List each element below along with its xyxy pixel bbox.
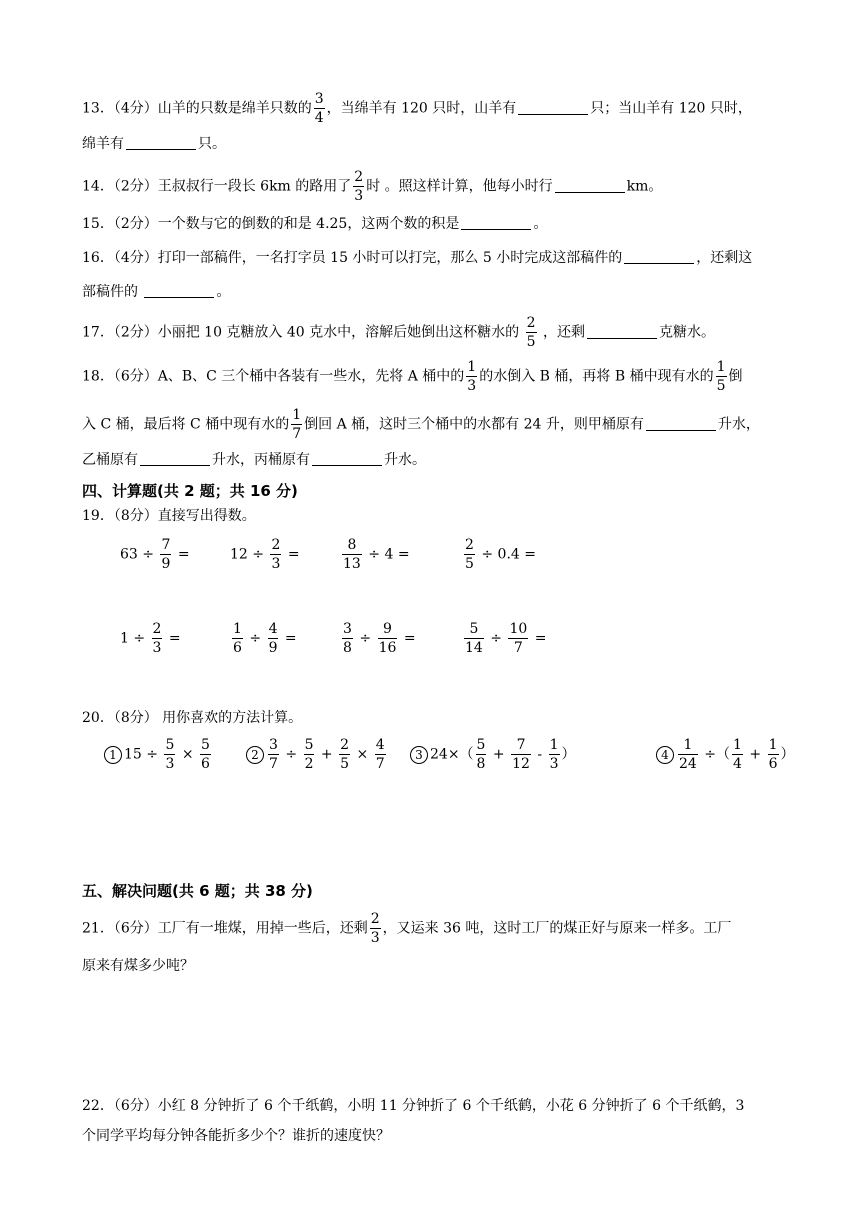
expression-19-7: $\frac{3}{8}$ ÷ $\frac{9}{16}$ = — [343, 621, 416, 656]
question-13-line2 — [82, 134, 226, 154]
q15-text: 15．（2分）一个数与它的倒数的和是 4.25，这两个数的积是 — [82, 216, 460, 232]
answer-blank[interactable] — [646, 416, 716, 431]
circled-number: 4 — [656, 746, 674, 764]
question-22-line1: 22．（6分）小红 8 分钟折了 6 个千纸鹤，小明 11 分钟折了 6 个千纸鹤，小花 6 分钟折了 6 个千纸鹤，3 — [82, 1098, 745, 1114]
answer-blank[interactable] — [140, 451, 210, 466]
fraction: $\frac{1}{3}$ — [467, 359, 477, 394]
q14-text-mid: 时 。照这样计算，他每小时行 — [366, 178, 553, 195]
question-13-line1 — [82, 92, 752, 125]
question-15 — [82, 214, 547, 234]
answer-blank[interactable] — [312, 451, 382, 466]
expression-20-3: 3 24×（ $\frac{5}{8}$ + $\frac{7}{12}$ - $\frac{1}{3}$ ） — [410, 738, 576, 771]
question-18-line1 — [82, 360, 743, 393]
question-21-line2: 原来有煤多少吨？ — [82, 958, 194, 974]
answer-blank[interactable] — [518, 100, 588, 115]
q16-text: 16．（4分）打印一部稿件，一名打字员 15 小时可以打完，那么 5 小时完成这部稿件的 — [82, 250, 623, 266]
answer-blank[interactable] — [624, 249, 694, 264]
q13-line2-end: 只。 — [198, 136, 226, 152]
answer-blank[interactable] — [461, 215, 531, 230]
answer-blank[interactable] — [587, 324, 657, 339]
question-22-line2: 个同学平均每分钟各能折多少个？谁折的速度快？ — [82, 1128, 390, 1144]
q18-text-i: 升水。 — [384, 452, 426, 468]
question-16-line1 — [82, 248, 752, 268]
expression-19-6: $\frac{1}{6}$ ÷ $\frac{4}{9}$ = — [233, 621, 297, 656]
q18-text-g: 乙桶原有 — [82, 452, 138, 468]
question-20-title: 20．（8分） 用你喜欢的方法计算。 — [82, 710, 303, 726]
q15-end: 。 — [533, 216, 548, 232]
question-21-line1 — [82, 912, 731, 945]
expression-20-2: 2 $\frac{3}{7}$ ÷ $\frac{5}{2}$ + $\frac{2}{5}$ × $\frac{4}{7}$ — [246, 738, 388, 771]
expression-19-1: 63 ÷ $\frac{7}{9}$ = — [120, 537, 190, 572]
q21-text: 21．（6分）工厂有一堆煤，用掉一些后，还剩 — [82, 920, 368, 937]
q21-text-b: ，又运来 36 吨，这时工厂的煤正好与原来一样多。工厂 — [382, 920, 732, 937]
circled-number: 3 — [410, 746, 428, 764]
q16-text-end: ，还剩这 — [696, 250, 753, 266]
fraction: $\frac{2}{3}$ — [370, 911, 380, 946]
q18-text-b: 的水倒入 B 桶，再将 B 桶中现有水的 — [479, 368, 714, 385]
question-14 — [82, 170, 662, 203]
expression-19-4: $\frac{2}{5}$ ÷ 0.4 = — [465, 537, 536, 572]
question-17 — [82, 316, 715, 349]
expression-19-3: $\frac{8}{13}$ ÷ 4 = — [343, 537, 410, 572]
answer-blank[interactable] — [144, 283, 214, 298]
q18-text-f: 升水， — [717, 416, 760, 433]
q17-text-mid: ，还剩 — [542, 324, 585, 341]
q18-text-d: 入 C 桶，最后将 C 桶中现有水的 — [82, 416, 290, 433]
fraction: $\frac{2}{5}$ — [526, 315, 536, 350]
section-heading-4: 四、计算题(共 2 题；共 16 分) — [82, 482, 298, 500]
q16-line2-end: 。 — [216, 284, 231, 300]
q18-text-h: 升水，丙桶原有 — [212, 452, 310, 468]
q18-text: 18．（6分）A、B、C 三个桶中各装有一些水，先将 A 桶中的 — [82, 368, 465, 385]
question-18-line2 — [82, 408, 760, 441]
fraction: $\frac{3}{4}$ — [314, 91, 324, 126]
q13-line2-text: 绵羊有 — [82, 136, 124, 152]
q13-text-mid2: 只；当山羊有 120 只时， — [590, 100, 752, 117]
expression-20-4: 4 $\frac{1}{24}$ ÷（ $\frac{1}{4}$ + $\frac{1}{6}$ ） — [656, 738, 795, 771]
q17-text-end: 克糖水。 — [658, 324, 715, 341]
q18-text-c: 倒 — [728, 368, 743, 385]
q18-text-e: 倒回 A 桶，这时三个桶中的水都有 24 升，则甲桶原有 — [304, 416, 644, 433]
q17-text: 17．（2分）小丽把 10 克糖放入 40 克水中，溶解后她倒出这杯糖水的 — [82, 324, 520, 341]
q14-text-end: km。 — [626, 178, 663, 195]
q16-line2-text: 部稿件的 — [82, 284, 138, 300]
fraction: $\frac{2}{3}$ — [354, 169, 364, 204]
expression-19-5: 1 ÷ $\frac{2}{3}$ = — [120, 621, 181, 656]
answer-blank[interactable] — [126, 135, 196, 150]
question-16-line2 — [82, 282, 230, 302]
circled-number: 2 — [246, 746, 264, 764]
answer-blank[interactable] — [555, 178, 625, 193]
expression-20-1: 1 15 ÷ $\frac{5}{3}$ × $\frac{5}{6}$ — [104, 738, 213, 771]
circled-number: 1 — [104, 746, 122, 764]
question-18-line3 — [82, 450, 426, 470]
fraction: $\frac{1}{5}$ — [716, 359, 726, 394]
q14-text: 14．（2分）王叔叔行一段长 6km 的路用了 — [82, 178, 352, 195]
q13-text: 13．（4分）山羊的只数是绵羊只数的 — [82, 100, 312, 117]
expression-19-2: 12 ÷ $\frac{2}{3}$ = — [230, 537, 300, 572]
question-19-title: 19．（8分）直接写出得数。 — [82, 508, 256, 524]
section-heading-5: 五、解决问题(共 6 题；共 38 分) — [82, 882, 313, 900]
expression-19-8: $\frac{5}{14}$ ÷ $\frac{10}{7}$ = — [465, 621, 547, 656]
fraction: $\frac{1}{7}$ — [292, 407, 302, 442]
q13-text-mid: ，当绵羊有 120 只时，山羊有 — [326, 100, 517, 117]
